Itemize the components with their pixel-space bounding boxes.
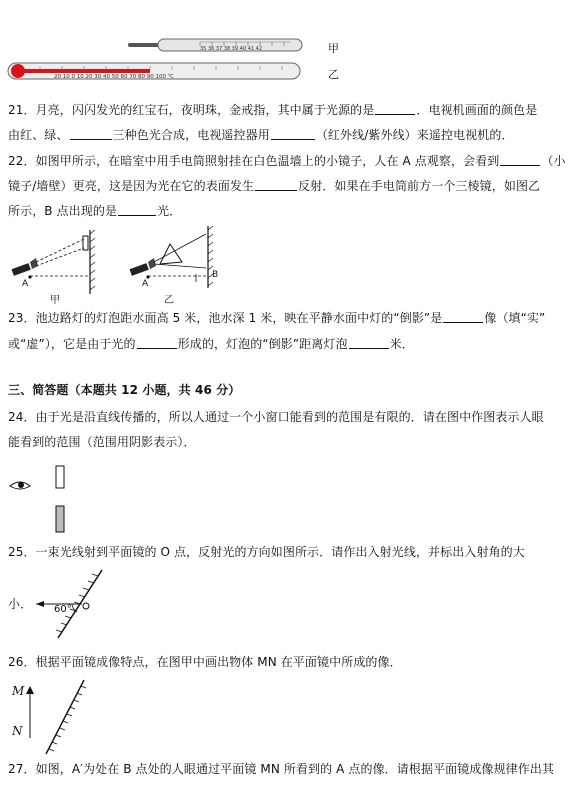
- q22-point-b: B: [212, 270, 219, 280]
- jia-scale-text: 35 36 37 38 39 40 41 42: [200, 46, 263, 52]
- q22-line-2: 镜子/墙壁）更亮，这是因为光在它的表面发生 反射．如果在手电筒前方一个三棱镜，如图乙: [8, 179, 541, 193]
- q22-blank-1[interactable]: [500, 154, 540, 166]
- q25-line-2: 小．: [8, 597, 33, 611]
- eye-icon: [18, 482, 24, 488]
- q21-line-2: 由红、绿、 三种色光合成，电视遥控器用 （红外线/紫外线）来遥控电视机的．: [8, 128, 514, 142]
- thermometer-drawing: [0, 36, 576, 86]
- thermometer-jia-label: 甲: [328, 42, 339, 55]
- thermometer-yi-label: 乙: [328, 68, 339, 81]
- q23-blank-3[interactable]: [349, 337, 389, 349]
- q22-line-1: 22．如图甲所示，在暗室中用手电筒照射挂在白色温墙上的小镜子，人在 A 点观察，会看到 （小: [8, 154, 566, 168]
- q21-line-1: 21．月亮，闪闪发光的红宝石，夜明珠，金戒指，其中属于光源的是 ．电视机画面的颜色是: [8, 103, 538, 117]
- q25-line-1: 25．一束光线射到平面镜的 O 点，反射光的方向如图所示．请作出入射光线，并标出入射角的大: [8, 545, 525, 559]
- q24-line-1: 24．由于光是沿直线传播的，所以人通过一个小窗口能看到的范围是有限的．请在图中作图表示人眼: [8, 410, 544, 424]
- q27-line-1: 27．如图，A′为处在 B 点处的人眼通过平面镜 MN 所看到的 A 点的像．请根据平面镜成像规律作出其: [8, 762, 555, 776]
- q26-label-m: M: [12, 684, 25, 698]
- q22-point-a2: A: [142, 279, 149, 289]
- q25-angle-label: 60°: [54, 604, 72, 615]
- q24-figure: [0, 462, 120, 538]
- yi-scale-text: 20 10 0 10 20 30 40 50 60 70 80 90 100 ℃: [54, 74, 174, 80]
- q22-line-3: 所示，B 点出现的是 光．: [8, 204, 182, 218]
- q24-diagram: [0, 462, 120, 538]
- q21-blank-1[interactable]: [375, 103, 415, 115]
- q24-line-2: 能看到的范围（范围用阴影表示）．: [8, 435, 196, 449]
- q22-blank-3[interactable]: [118, 204, 156, 216]
- q26-figure: [0, 678, 120, 758]
- q22-figures: [0, 222, 260, 304]
- q22-fig-jia: 甲: [50, 295, 60, 306]
- q25-figure: [30, 566, 120, 642]
- q21-blank-3[interactable]: [271, 128, 315, 140]
- q23-blank-2[interactable]: [137, 337, 177, 349]
- section-3-title: 三、简答题（本题共 12 小题，共 46 分）: [8, 383, 241, 397]
- q22-fig-yi: 乙: [164, 295, 174, 306]
- q23-line-1: 23．池边路灯的灯泡距水面高 5 米，池水深 1 米，映在平静水面中灯的“倒影”是 像（填“实”: [8, 311, 546, 325]
- q22-diagram: [0, 222, 260, 304]
- q23-blank-1[interactable]: [443, 311, 483, 323]
- q26-line-1: 26．根据平面镜成像特点，在图甲中画出物体 MN 在平面镜中所成的像．: [8, 655, 402, 669]
- q22-blank-2[interactable]: [255, 179, 297, 191]
- q23-line-2: 或“虚”），它是由于光的 形成的，灯泡的“倒影”距离灯泡 米．: [8, 337, 414, 351]
- q22-point-a1: A: [22, 279, 29, 289]
- q26-label-n: N: [12, 724, 23, 738]
- q25-diagram: [30, 566, 120, 642]
- q21-blank-2[interactable]: [70, 128, 112, 140]
- thermometer-figure: [0, 36, 576, 86]
